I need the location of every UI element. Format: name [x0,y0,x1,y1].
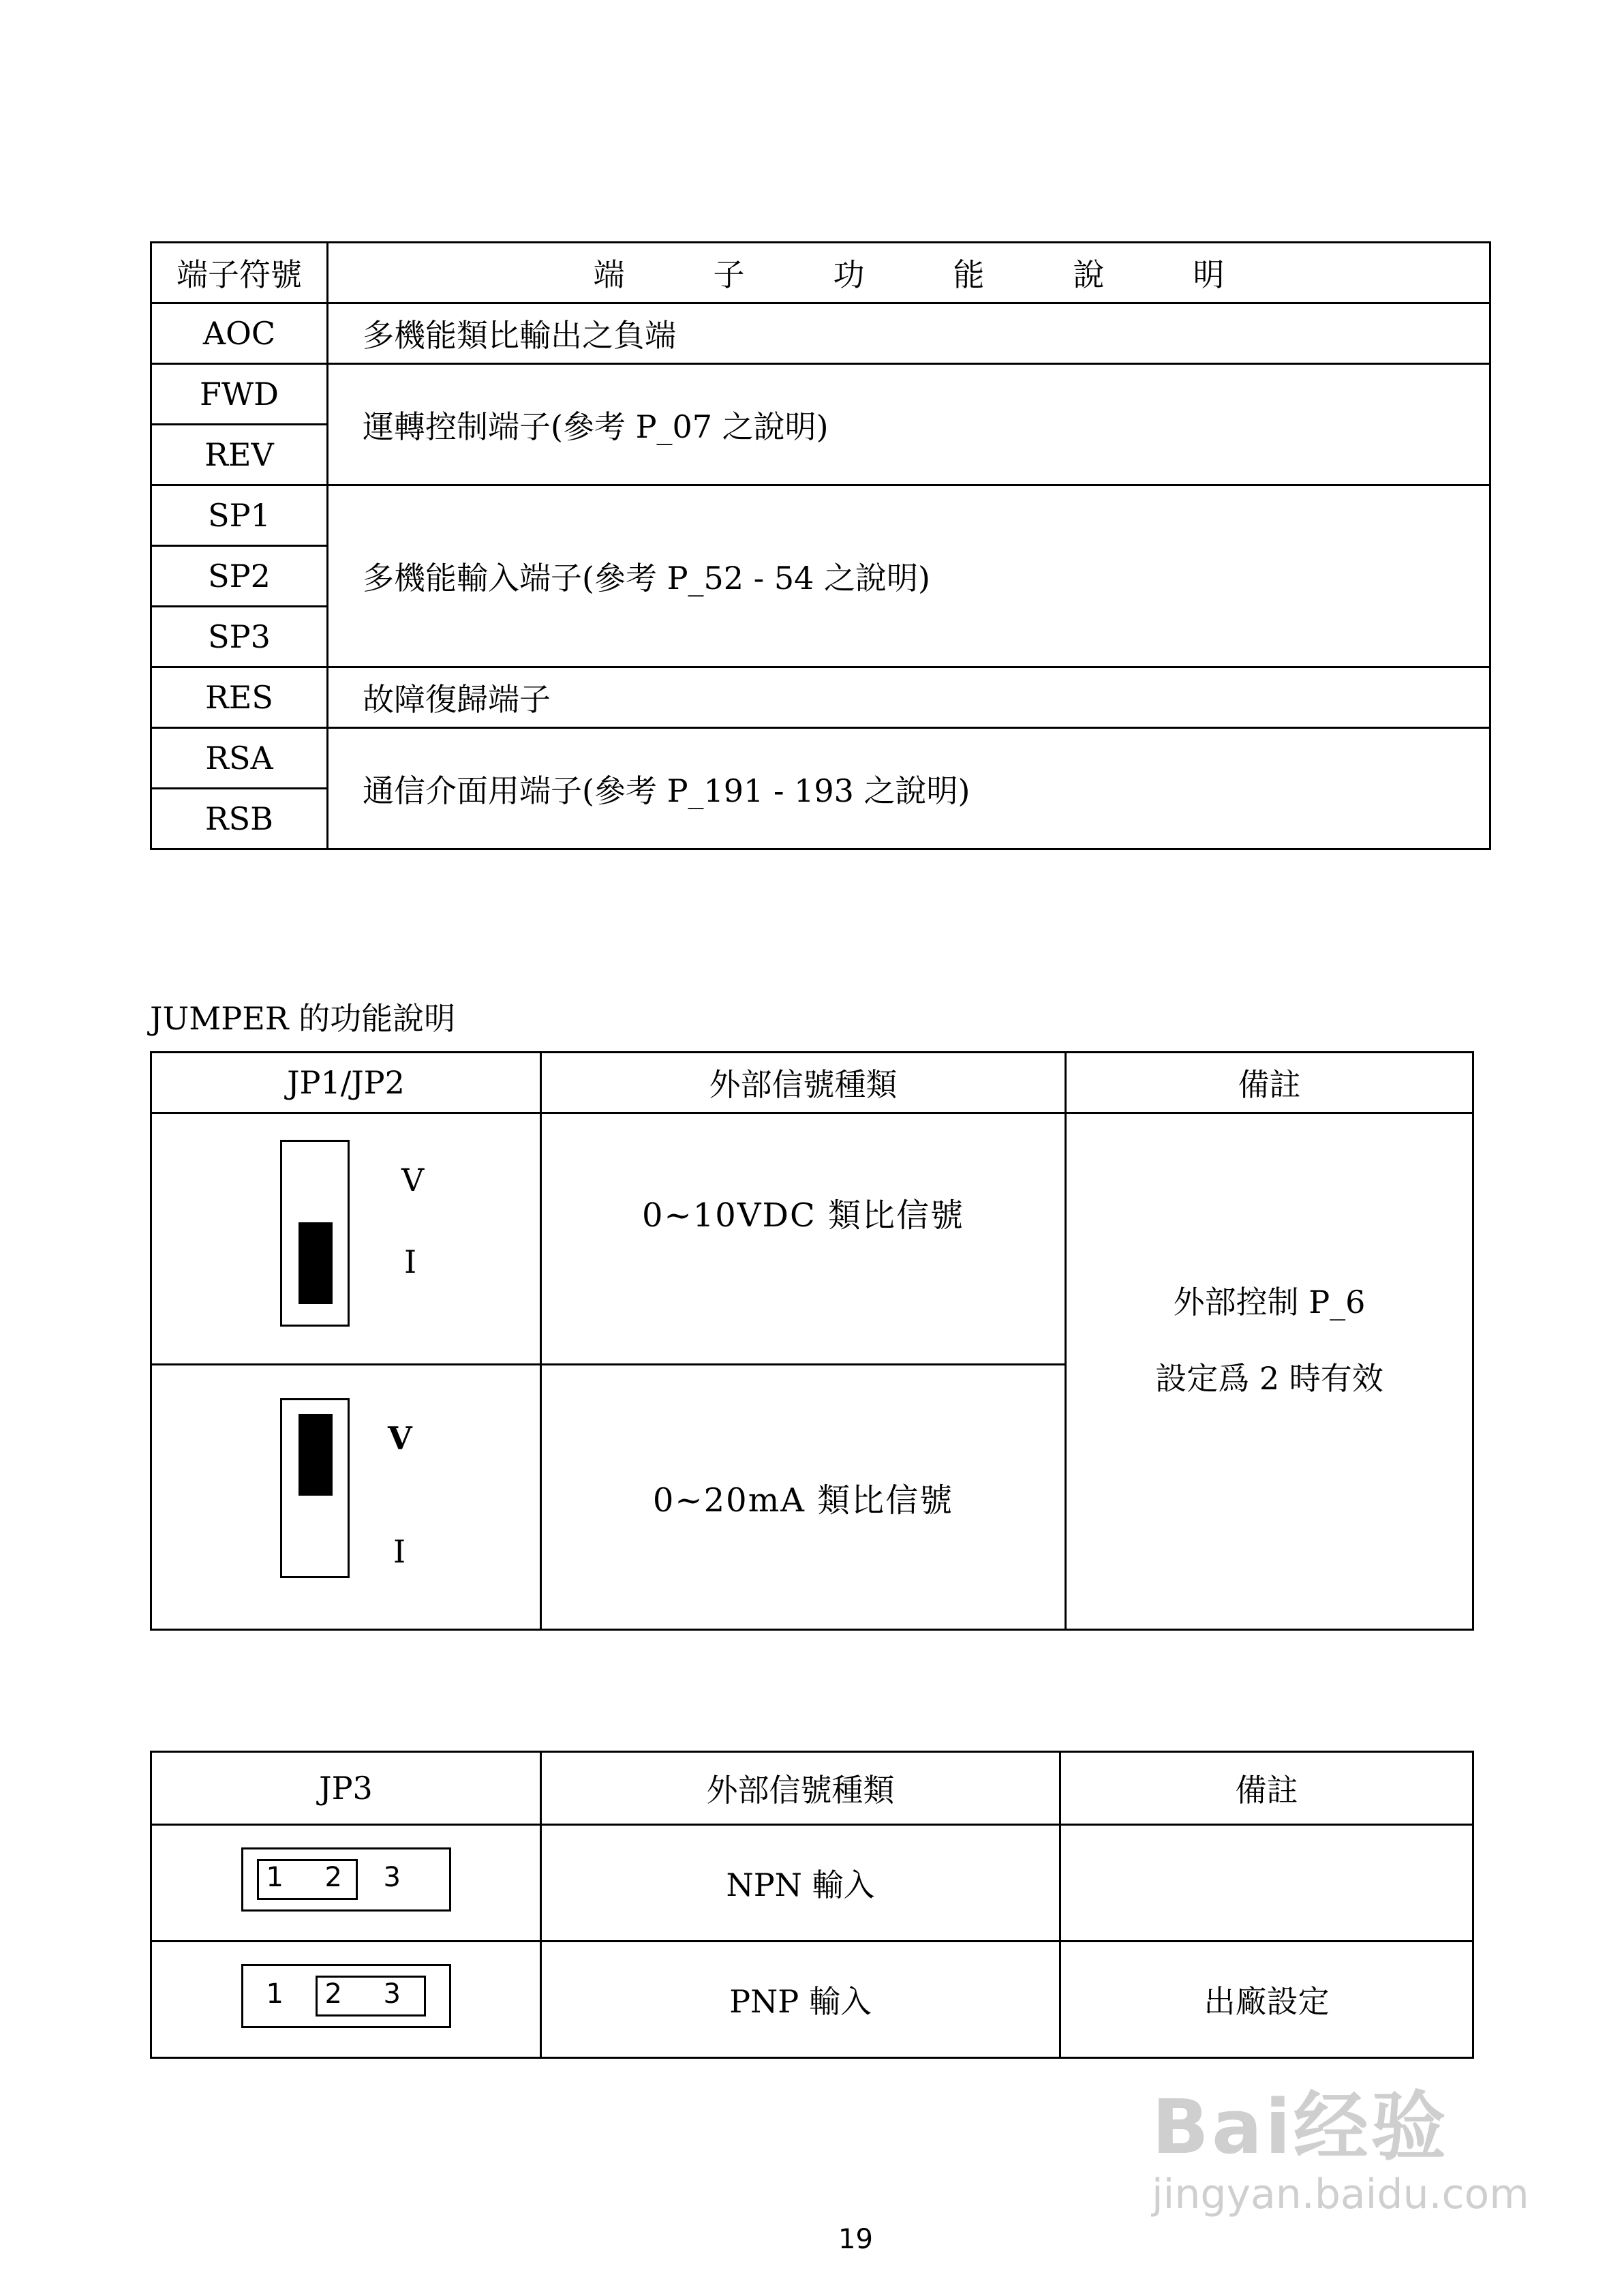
signal-current: 0~20mA 類比信號 [541,1365,1066,1630]
pin-2: 2 [324,1978,342,2010]
pin-2: 2 [324,1861,342,1893]
page-number: 19 [838,2224,873,2255]
jumper-block [299,1414,333,1496]
terminal-description: 故障復歸端子 [328,667,1490,728]
header-jp12: JP1/JP2 [151,1053,541,1113]
terminal-description: 運轉控制端子(參考 P_07 之說明) [328,364,1490,485]
jp3-table [150,1751,1474,2059]
header-jp3: JP3 [151,1752,541,1825]
note-line-1: 外部控制 P_6 [1173,1284,1366,1320]
v-label: V [388,1420,412,1457]
pin-3: 3 [383,1861,401,1893]
note-pnp: 出廠設定 [1060,1942,1473,2058]
header-note: 備註 [1060,1752,1473,1825]
watermark-brand: Bai经验 [1152,2083,1449,2171]
terminal-table [150,241,1491,850]
pin-1: 1 [266,1861,284,1893]
signal-npn: NPN 輸入 [541,1825,1060,1942]
terminal-description: 通信介面用端子(參考 P_191 - 193 之說明) [328,728,1490,849]
terminal-symbol: AOC [151,303,328,364]
jumper-block [299,1222,333,1304]
terminal-symbol: SP3 [151,607,328,667]
pin-3: 3 [383,1978,401,2010]
jumper-diagram-voltage [151,1113,541,1365]
i-label: I [404,1243,417,1280]
jumper-slot [280,1140,350,1327]
watermark [1152,2067,1529,2218]
jp3-diagram-pnp [151,1942,541,2058]
terminal-symbol: REV [151,425,328,485]
note-line-2: 設定爲 2 時有效 [1155,1360,1383,1397]
terminal-symbol: SP2 [151,546,328,607]
header-signal-type: 外部信號種類 [541,1752,1060,1825]
terminal-symbol: RSB [151,789,328,849]
watermark-url: jingyan.baidu.com [1152,2171,1529,2218]
signal-pnp: PNP 輸入 [541,1942,1060,2058]
header-symbol: 端子符號 [151,243,328,303]
terminal-symbol: SP1 [151,485,328,546]
v-label: V [401,1162,425,1198]
terminal-symbol: FWD [151,364,328,425]
jumper-slot [280,1398,350,1578]
pin-1: 1 [266,1978,284,2010]
header-signal-type: 外部信號種類 [541,1053,1066,1113]
terminal-symbol: RES [151,667,328,728]
note-npn [1060,1825,1473,1942]
header-function: 端子功能說明 [328,243,1490,303]
signal-voltage: 0~10VDC 類比信號 [541,1113,1066,1365]
terminal-description: 多機能類比輸出之負端 [328,303,1490,364]
terminal-description: 多機能輸入端子(參考 P_52 - 54 之說明) [328,485,1490,667]
i-label: I [393,1533,406,1570]
jumper-section-title: JUMPER 的功能說明 [150,1000,456,1037]
jumper-diagram-current [151,1365,541,1630]
pin-header [241,1847,451,1912]
jp12-note [1066,1113,1473,1630]
header-note: 備註 [1066,1053,1473,1113]
jp3-diagram-npn [151,1825,541,1942]
pin-header [241,1964,451,2028]
jp1-jp2-table [150,1051,1474,1631]
terminal-symbol: RSA [151,728,328,789]
